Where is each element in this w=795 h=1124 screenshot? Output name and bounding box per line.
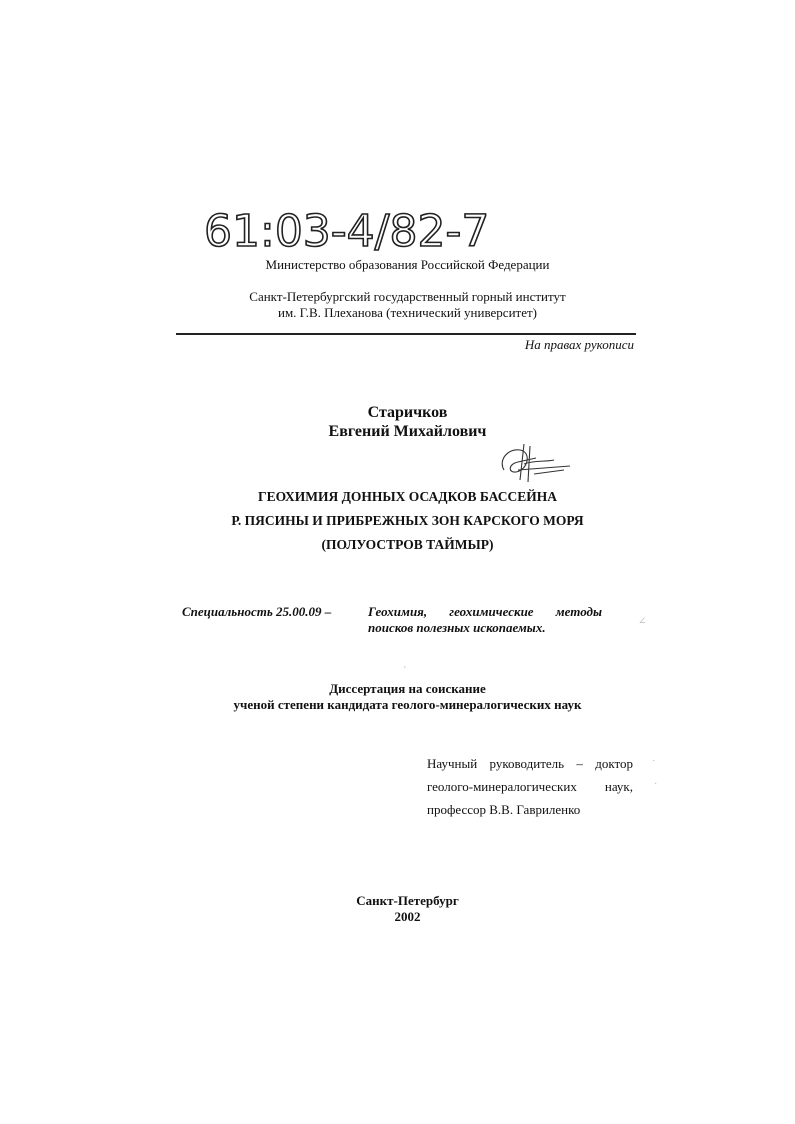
supervisor-line-2: геолого-минералогических наук, (427, 779, 633, 794)
scan-speck: ∠ (638, 616, 647, 627)
scan-speck: · (652, 756, 656, 767)
scan-speck: · (654, 779, 658, 790)
institute-subtitle: им. Г.В. Плеханова (технический университет) (277, 305, 537, 320)
institute-name: Санкт-Петербургский государственный горный институт (249, 289, 566, 304)
ministry-name: Министерство образования Российской Федерации (265, 257, 550, 272)
specialty-text-line-2: поисков полезных ископаемых. (368, 620, 546, 635)
dissertation-title-line-1: ГЕОХИМИЯ ДОННЫХ ОСАДКОВ БАССЕЙНА (257, 489, 558, 504)
dissertation-title-line-3: (ПОЛУОСТРОВ ТАЙМЫР) (321, 537, 494, 552)
dissertation-title-line-2: Р. ПЯСИНЫ И ПРИБРЕЖНЫХ ЗОН КАРСКОГО МОРЯ (231, 513, 584, 528)
handwritten-archive-code (198, 200, 528, 260)
specialty-text-line-1: Геохимия, геохимические методы (368, 604, 602, 619)
signature-mark (494, 440, 574, 490)
header-divider (176, 333, 636, 335)
year: 2002 (394, 909, 421, 924)
degree-statement-line-2: ученой степени кандидата геолого-минералогических наук (233, 697, 582, 712)
supervisor-line-1: Научный руководитель – доктор (427, 756, 633, 771)
scan-speck: ' (404, 665, 406, 676)
degree-statement-line-1: Диссертация на соискание (329, 681, 486, 696)
svg-text:61:03-4/82-7: 61:03-4/82-7 (204, 206, 490, 257)
manuscript-note: На правах рукописи (524, 337, 634, 352)
supervisor-line-3: профессор В.В. Гавриленко (427, 802, 581, 817)
city: Санкт-Петербург (356, 893, 459, 908)
specialty-label: Специальность 25.00.09 – (182, 604, 332, 619)
author-surname: Старичков (367, 404, 448, 421)
author-given-names: Евгений Михайлович (328, 423, 487, 440)
